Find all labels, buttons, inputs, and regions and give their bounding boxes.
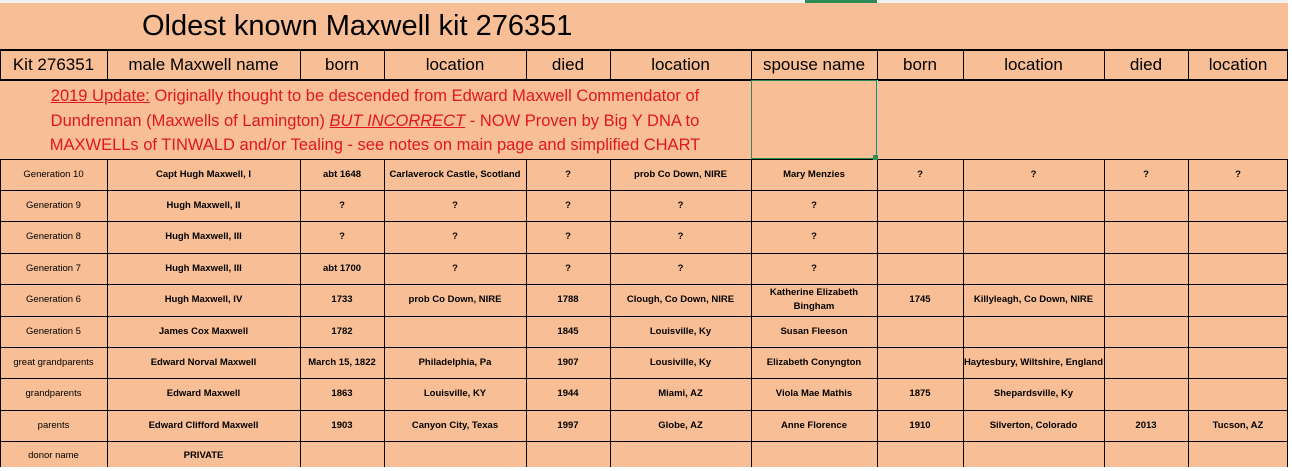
data-cell[interactable]: 1788 [557, 294, 579, 305]
data-cell[interactable]: ? [565, 168, 571, 180]
data-cell[interactable] [963, 253, 1104, 284]
data-cell[interactable]: 2013 [1135, 419, 1157, 431]
data-cell[interactable]: Miami, AZ [658, 388, 703, 399]
data-cell[interactable]: ? [452, 199, 458, 211]
data-cell[interactable]: prob Co Down, NIRE [634, 168, 727, 180]
header-cell[interactable]: male Maxwell name [128, 55, 279, 74]
data-cell[interactable] [1188, 253, 1288, 284]
data-cell[interactable]: ? [1030, 168, 1037, 180]
data-cell[interactable]: ? [917, 168, 923, 180]
data-cell[interactable]: 1944 [557, 388, 579, 399]
data-cell[interactable]: Haytesbury, Wiltshire, England [963, 356, 1104, 368]
data-cell[interactable]: Carlaverock Castle, Scotland [389, 168, 521, 180]
note-line3: MAXWELLs of TINWALD and/or Tealing - see notes on main page and simplified CHART [49, 136, 701, 154]
data-cell[interactable] [963, 190, 1104, 221]
data-cell[interactable] [1188, 221, 1288, 253]
data-cell[interactable]: 1875 [909, 388, 931, 399]
row-label[interactable]: Generation 5 [26, 325, 81, 337]
header-cell[interactable]: location [1004, 55, 1063, 74]
data-cell[interactable] [963, 316, 1104, 347]
note-incorrect: BUT INCORRECT [329, 111, 466, 130]
data-cell[interactable]: Silverton, Colorado [989, 419, 1078, 431]
data-cell[interactable]: Capt Hugh Maxwell, I [155, 168, 251, 180]
row-label[interactable]: parents [37, 419, 70, 431]
row-label[interactable]: Generation 8 [26, 231, 81, 242]
note-line2: Dundrennan (Maxwells of Lamington) [50, 111, 330, 130]
data-cell[interactable]: Viola Mae Mathis [775, 388, 853, 399]
data-cell[interactable]: ? [811, 199, 817, 211]
data-cell[interactable]: Tucson, AZ [1212, 419, 1264, 431]
row-label[interactable]: grandparents [25, 388, 82, 399]
header-cell[interactable]: died [1129, 55, 1163, 74]
data-cell[interactable] [877, 253, 963, 284]
header-cell[interactable]: Kit 276351 [12, 55, 95, 74]
note-line2-tail: - NOW Proven by Big Y DNA to [465, 111, 700, 130]
data-cell[interactable]: 1782 [331, 325, 353, 337]
data-cell[interactable]: prob Co Down, NIRE [408, 294, 502, 305]
data-cell[interactable] [1104, 253, 1188, 284]
selected-cell[interactable] [751, 80, 877, 159]
data-cell[interactable] [1188, 190, 1288, 221]
data-cell[interactable] [877, 190, 963, 221]
data-cell[interactable] [963, 221, 1104, 253]
data-cell[interactable]: 1907 [557, 356, 579, 368]
row-label[interactable]: donor name [28, 450, 79, 461]
data-cell[interactable]: Elizabeth Conyngton [766, 356, 862, 368]
column-header-strip [0, 0, 1288, 3]
data-cell[interactable]: ? [677, 231, 684, 242]
data-cell[interactable]: ? [1235, 168, 1241, 180]
data-cell[interactable]: Killyleagh, Co Down, NIRE [973, 294, 1094, 305]
data-cell[interactable]: ? [677, 262, 684, 274]
header-cell[interactable]: born [324, 55, 360, 74]
data-cell[interactable] [877, 221, 963, 253]
data-cell[interactable]: 1910 [909, 419, 931, 431]
data-cell[interactable]: Louisville, Ky [649, 325, 712, 337]
data-cell[interactable]: Clough, Co Down, NIRE [626, 294, 735, 305]
fill-handle[interactable] [873, 155, 878, 160]
data-cell[interactable]: Mary Menzies [783, 168, 845, 180]
data-cell[interactable]: abt 1648 [322, 168, 362, 180]
data-cell[interactable]: Globe, AZ [658, 419, 703, 431]
header-cell[interactable]: location [651, 55, 710, 74]
data-cell[interactable]: ? [452, 262, 458, 274]
data-cell[interactable]: ? [565, 199, 571, 211]
data-cell[interactable]: 1997 [557, 419, 579, 431]
data-cell[interactable]: PRIVATE [183, 450, 224, 461]
data-cell[interactable] [1188, 347, 1288, 378]
data-cell[interactable]: Edward Norval Maxwell [150, 356, 257, 368]
data-cell[interactable]: ? [1143, 168, 1149, 180]
data-cell[interactable]: Anne Florence [781, 419, 847, 431]
data-cell[interactable] [877, 316, 963, 347]
data-cell[interactable] [384, 316, 526, 347]
header-cell[interactable]: location [1208, 55, 1268, 74]
data-cell[interactable] [1104, 284, 1188, 316]
grid-line-v [877, 80, 878, 159]
data-cell[interactable]: 1733 [331, 294, 353, 305]
data-cell[interactable]: James Cox Maxwell [158, 325, 249, 337]
data-cell[interactable]: Edward Maxwell [166, 388, 241, 399]
note-update-label: 2019 Update: [50, 87, 150, 105]
row-label[interactable]: great grandparents [13, 356, 94, 368]
data-cell[interactable]: ? [452, 231, 458, 242]
data-cell[interactable]: ? [339, 231, 345, 242]
data-cell[interactable]: March 15, 1822 [308, 356, 376, 368]
row-label[interactable]: Generation 7 [26, 262, 81, 274]
data-cell[interactable]: Hugh Maxwell, III [165, 262, 242, 274]
data-cell[interactable]: ? [565, 262, 571, 274]
data-cell[interactable] [1188, 284, 1288, 316]
data-cell[interactable] [1104, 378, 1188, 410]
data-cell[interactable]: 1863 [331, 388, 353, 399]
data-cell[interactable]: Edward Clifford Maxwell [148, 419, 259, 431]
data-cell[interactable]: Louisville, KY [423, 388, 487, 399]
data-cell[interactable]: Philadelphia, Pa [418, 356, 492, 368]
data-cell[interactable]: Susan Fleeson [780, 325, 848, 337]
note-line1: Originally thought to be descended from Edward Maxwell Commendator of [149, 87, 700, 105]
data-cell[interactable]: 1845 [557, 325, 579, 337]
data-cell[interactable] [1104, 316, 1188, 347]
data-cell[interactable]: Canyon City, Texas [411, 419, 499, 431]
right-margin [1288, 0, 1292, 467]
selected-column-indicator [805, 0, 877, 3]
sheet-title: Oldest known Maxwell kit 276351 [142, 10, 573, 42]
data-cell[interactable]: ? [565, 231, 571, 242]
header-cell[interactable]: spouse name [762, 55, 866, 74]
data-cell[interactable]: ? [811, 231, 817, 242]
data-cell[interactable]: Lousiville, Ky [649, 356, 712, 368]
data-cell[interactable] [1104, 347, 1188, 378]
data-cell[interactable] [1104, 190, 1188, 221]
data-cell[interactable] [877, 347, 963, 378]
data-cell[interactable]: ? [339, 199, 345, 211]
header-cell[interactable]: died [551, 55, 585, 74]
data-cell[interactable]: ? [811, 262, 817, 274]
data-cell[interactable] [1188, 378, 1288, 410]
header-cell[interactable]: born [902, 55, 938, 74]
update-note [0, 84, 750, 158]
header-cell[interactable]: location [425, 55, 485, 74]
data-cell[interactable]: ? [677, 199, 684, 211]
data-cell[interactable] [1188, 316, 1288, 347]
data-cell[interactable]: Shepardsville, Ky [993, 388, 1074, 399]
data-cell[interactable]: 1903 [331, 419, 353, 431]
data-cell[interactable]: abt 1700 [322, 262, 362, 274]
data-cell[interactable]: Hugh Maxwell, IV [164, 294, 243, 305]
data-cell[interactable] [1104, 221, 1188, 253]
row-label[interactable]: Generation 6 [26, 294, 81, 305]
data-cell[interactable]: Katherine Elizabeth Bingham [769, 287, 859, 312]
data-cell[interactable]: Hugh Maxwell, II [166, 199, 241, 211]
row-label[interactable]: Generation 10 [23, 168, 84, 180]
row-label[interactable]: Generation 9 [26, 199, 81, 211]
data-cell[interactable]: 1745 [909, 294, 931, 305]
data-cell[interactable]: Hugh Maxwell, III [165, 231, 242, 242]
